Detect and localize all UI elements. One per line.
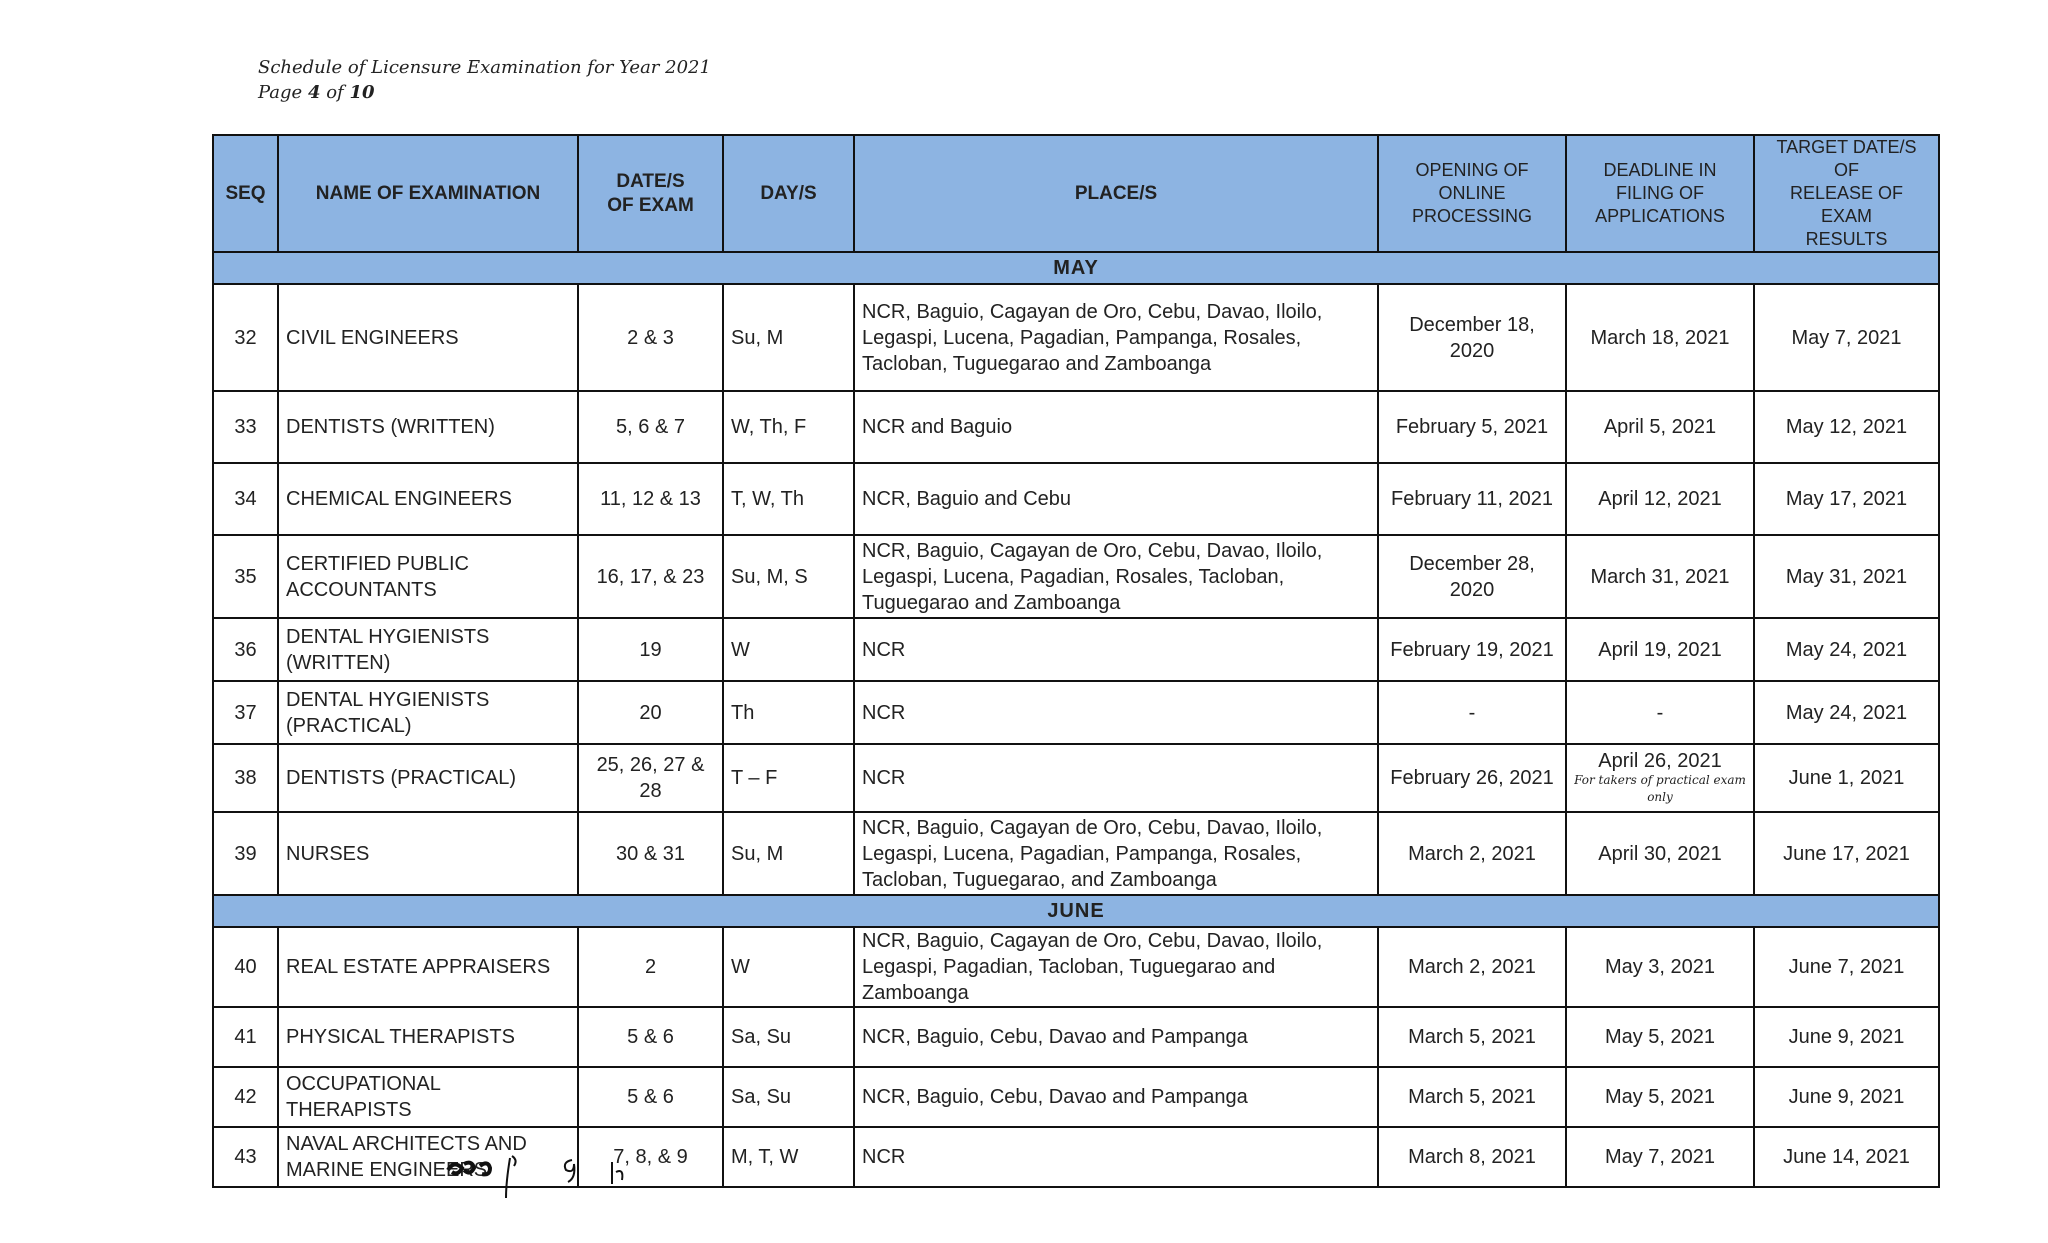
table-row	[213, 284, 1939, 391]
places-cell: NCR	[854, 744, 1378, 812]
dates-cell: 11, 12 & 13	[578, 463, 723, 535]
deadline-cell: May 7, 2021	[1566, 1127, 1754, 1187]
seq-cell: 41	[213, 1007, 278, 1067]
places-cell: NCR, Baguio, Cebu, Davao and Pampanga	[854, 1067, 1378, 1127]
deadline-cell: April 30, 2021	[1566, 812, 1754, 895]
seq-cell: 43	[213, 1127, 278, 1187]
name-cell: NAVAL ARCHITECTS AND MARINE ENGINEERS	[278, 1127, 578, 1187]
days-cell: Sa, Su	[723, 1067, 854, 1127]
month-row-june	[213, 895, 1939, 927]
name-cell: DENTAL HYGIENISTS (PRACTICAL)	[278, 681, 578, 744]
opening-cell: March 8, 2021	[1378, 1127, 1566, 1187]
handwritten-signature	[440, 1140, 640, 1200]
name-cell: DENTAL HYGIENISTS (WRITTEN)	[278, 618, 578, 681]
seq-cell: 35	[213, 535, 278, 618]
table-row	[213, 1067, 1939, 1127]
col-days: DAY/S	[723, 135, 854, 252]
table-row	[213, 927, 1939, 1007]
release-cell: June 7, 2021	[1754, 927, 1939, 1007]
deadline-cell: May 5, 2021	[1566, 1067, 1754, 1127]
places-cell: NCR	[854, 618, 1378, 681]
name-cell: DENTISTS (PRACTICAL)	[278, 744, 578, 812]
deadline-cell: April 19, 2021	[1566, 618, 1754, 681]
dates-cell: 25, 26, 27 & 28	[578, 744, 723, 812]
days-cell: T – F	[723, 744, 854, 812]
name-cell: OCCUPATIONAL THERAPISTS	[278, 1067, 578, 1127]
release-cell: May 7, 2021	[1754, 284, 1939, 391]
seq-cell: 38	[213, 744, 278, 812]
places-cell: NCR	[854, 681, 1378, 744]
release-cell: June 17, 2021	[1754, 812, 1939, 895]
table-row	[213, 744, 1939, 812]
days-cell: Th	[723, 681, 854, 744]
name-cell: CHEMICAL ENGINEERS	[278, 463, 578, 535]
days-cell: Su, M, S	[723, 535, 854, 618]
places-cell: NCR, Baguio and Cebu	[854, 463, 1378, 535]
seq-cell: 34	[213, 463, 278, 535]
days-cell: T, W, Th	[723, 463, 854, 535]
col-release: TARGET DATE/S OF RELEASE OF EXAM RESULTS	[1754, 135, 1939, 252]
deadline-cell: May 3, 2021	[1566, 927, 1754, 1007]
deadline-note: For takers of practical exam only	[1574, 773, 1746, 804]
days-cell: W, Th, F	[723, 391, 854, 463]
dates-cell: 5, 6 & 7	[578, 391, 723, 463]
days-cell: Su, M	[723, 812, 854, 895]
month-row-may	[213, 252, 1939, 284]
document-title: Schedule of Licensure Examination for Year 2021	[258, 57, 711, 78]
dates-cell: 7, 8, & 9	[578, 1127, 723, 1187]
opening-cell: -	[1378, 681, 1566, 744]
days-cell: M, T, W	[723, 1127, 854, 1187]
dates-cell: 2	[578, 927, 723, 1007]
exam-schedule-table	[212, 134, 1940, 1188]
days-cell: Su, M	[723, 284, 854, 391]
col-dates: DATE/S OF EXAM	[578, 135, 723, 252]
table-row	[213, 812, 1939, 895]
opening-cell: February 11, 2021	[1378, 463, 1566, 535]
release-cell: May 31, 2021	[1754, 535, 1939, 618]
deadline-cell: March 31, 2021	[1566, 535, 1754, 618]
table-row	[213, 1007, 1939, 1067]
table-row	[213, 463, 1939, 535]
name-cell: NURSES	[278, 812, 578, 895]
col-name: NAME OF EXAMINATION	[278, 135, 578, 252]
opening-cell: December 18, 2020	[1378, 284, 1566, 391]
days-cell: W	[723, 618, 854, 681]
deadline-cell: March 18, 2021	[1566, 284, 1754, 391]
days-cell: Sa, Su	[723, 1007, 854, 1067]
places-cell: NCR, Baguio, Cagayan de Oro, Cebu, Davao, Iloilo, Legaspi, Pagadian, Tacloban, Tuguegarao and Zamboanga	[854, 927, 1378, 1007]
table-row	[213, 391, 1939, 463]
dates-cell: 5 & 6	[578, 1067, 723, 1127]
days-cell: W	[723, 927, 854, 1007]
seq-cell: 33	[213, 391, 278, 463]
col-seq: SEQ	[213, 135, 278, 252]
places-cell: NCR, Baguio, Cebu, Davao and Pampanga	[854, 1007, 1378, 1067]
name-cell: CERTIFIED PUBLIC ACCOUNTANTS	[278, 535, 578, 618]
places-cell: NCR and Baguio	[854, 391, 1378, 463]
name-cell: DENTISTS (WRITTEN)	[278, 391, 578, 463]
name-cell: REAL ESTATE APPRAISERS	[278, 927, 578, 1007]
release-cell: May 17, 2021	[1754, 463, 1939, 535]
places-cell: NCR, Baguio, Cagayan de Oro, Cebu, Davao, Iloilo, Legaspi, Lucena, Pagadian, Pampanga, Rosales, Tacloban, Tuguegarao and Zamboanga	[854, 284, 1378, 391]
page-number: Page 4 of 10	[258, 82, 375, 103]
opening-cell: February 5, 2021	[1378, 391, 1566, 463]
release-cell: June 9, 2021	[1754, 1067, 1939, 1127]
places-cell: NCR, Baguio, Cagayan de Oro, Cebu, Davao, Iloilo, Legaspi, Lucena, Pagadian, Rosales, Tacloban, Tuguegarao and Zamboanga	[854, 535, 1378, 618]
month-label: MAY	[213, 252, 1939, 284]
opening-cell: February 19, 2021	[1378, 618, 1566, 681]
opening-cell: March 2, 2021	[1378, 927, 1566, 1007]
release-cell: June 14, 2021	[1754, 1127, 1939, 1187]
dates-cell: 19	[578, 618, 723, 681]
seq-cell: 36	[213, 618, 278, 681]
release-cell: May 12, 2021	[1754, 391, 1939, 463]
release-cell: June 1, 2021	[1754, 744, 1939, 812]
seq-cell: 32	[213, 284, 278, 391]
places-cell: NCR, Baguio, Cagayan de Oro, Cebu, Davao, Iloilo, Legaspi, Lucena, Pagadian, Pampanga, Rosales, Tacloban, Tuguegarao, and Zamboanga	[854, 812, 1378, 895]
seq-cell: 40	[213, 927, 278, 1007]
col-places: PLACE/S	[854, 135, 1378, 252]
col-opening: OPENING OF ONLINE PROCESSING	[1378, 135, 1566, 252]
seq-cell: 42	[213, 1067, 278, 1127]
opening-cell: December 28, 2020	[1378, 535, 1566, 618]
month-label: JUNE	[213, 895, 1939, 927]
deadline-cell: April 26, 2021 For takers of practical exam only	[1566, 744, 1754, 812]
places-cell: NCR	[854, 1127, 1378, 1187]
release-cell: May 24, 2021	[1754, 681, 1939, 744]
opening-cell: February 26, 2021	[1378, 744, 1566, 812]
page-header	[258, 55, 711, 105]
release-cell: May 24, 2021	[1754, 618, 1939, 681]
dates-cell: 5 & 6	[578, 1007, 723, 1067]
deadline-cell: April 12, 2021	[1566, 463, 1754, 535]
col-deadline: DEADLINE IN FILING OF APPLICATIONS	[1566, 135, 1754, 252]
table-row	[213, 535, 1939, 618]
seq-cell: 37	[213, 681, 278, 744]
opening-cell: March 5, 2021	[1378, 1007, 1566, 1067]
header-row	[213, 135, 1939, 252]
deadline-cell: May 5, 2021	[1566, 1007, 1754, 1067]
deadline-cell: -	[1566, 681, 1754, 744]
table-row	[213, 618, 1939, 681]
opening-cell: March 5, 2021	[1378, 1067, 1566, 1127]
dates-cell: 16, 17, & 23	[578, 535, 723, 618]
seq-cell: 39	[213, 812, 278, 895]
name-cell: PHYSICAL THERAPISTS	[278, 1007, 578, 1067]
table-row	[213, 681, 1939, 744]
deadline-cell: April 5, 2021	[1566, 391, 1754, 463]
opening-cell: March 2, 2021	[1378, 812, 1566, 895]
dates-cell: 20	[578, 681, 723, 744]
name-cell: CIVIL ENGINEERS	[278, 284, 578, 391]
dates-cell: 2 & 3	[578, 284, 723, 391]
release-cell: June 9, 2021	[1754, 1007, 1939, 1067]
dates-cell: 30 & 31	[578, 812, 723, 895]
